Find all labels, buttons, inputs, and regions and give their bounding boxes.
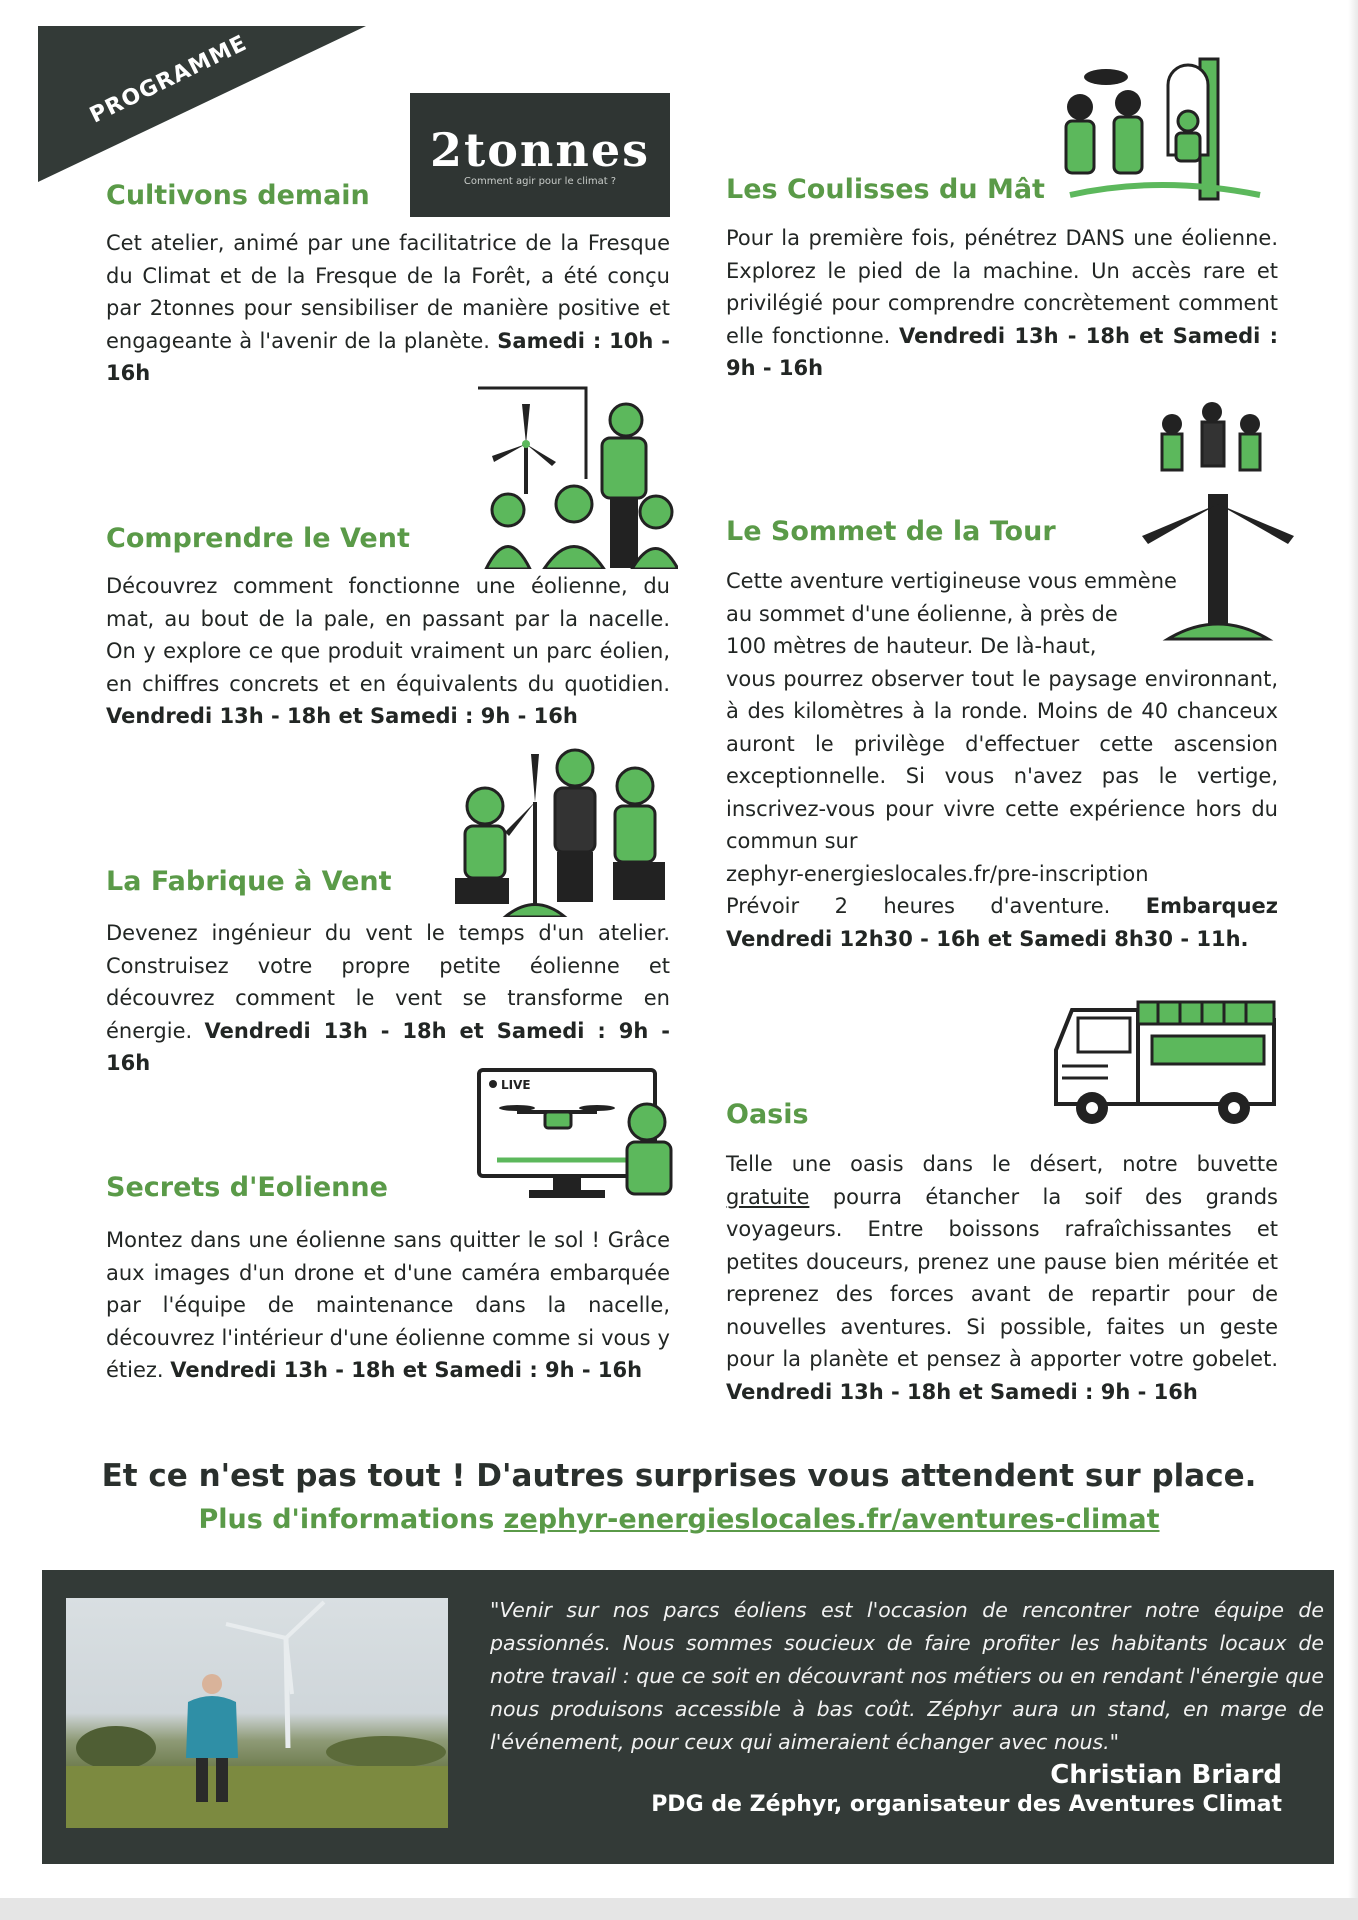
section-title-secrets: Secrets d'Eolienne	[106, 1172, 388, 1203]
building-turbine-illustration	[445, 742, 675, 917]
info-prefix: Plus d'informations	[198, 1504, 495, 1535]
section-title-coulisses: Les Coulisses du Mât	[726, 174, 1045, 205]
schedule: Vendredi 13h - 18h et Samedi : 9h - 16h	[726, 1379, 1198, 1404]
duration-line	[726, 890, 1278, 923]
programme-label: PROGRAMME	[86, 30, 252, 129]
section-title-comprendre: Comprendre le Vent	[106, 523, 410, 554]
text-body: Cet atelier, animé par une facilitatrice de la Fresque du Climat et de la Fresque de la Forêt, a été conçu par 2tonnes pour sensibiliser de manière positive et engageante à l'avenir de la planète.	[106, 231, 670, 353]
2tonnes-logo	[410, 93, 670, 217]
schedule: Vendredi 12h30 - 16h et Samedi 8h30 - 11h.	[726, 926, 1249, 951]
info-line	[0, 1504, 1358, 1535]
closing-headline: Et ce n'est pas tout ! D'autres surprises vous attendent sur place.	[101, 1458, 1257, 1494]
pre-inscription-link[interactable]: zephyr-energieslocales.fr/pre-inscription	[726, 861, 1149, 886]
ceo-photo	[66, 1598, 448, 1828]
text-body: Devenez ingénieur du vent le temps d'un atelier. Construisez votre propre petite éolienne et découvrez comment le vent se transforme en énergie.	[106, 921, 670, 1043]
schedule: Samedi : 10h - 16h	[106, 328, 670, 385]
quote-text: "Venir sur nos parcs éoliens est l'occasion de rencontrer notre équipe de passionnés. Nous sommes soucieux de faire profiter les habitants locaux de notre travail : que ce soit en découvrant nos métiers ou en rendant l'énergie que nous produisons accessible à bas coût. Zéphyr aura un stand, en marge de l'événement, pour ceux qui aimeraient échanger avec nous."	[490, 1598, 1324, 1754]
free-word: gratuite	[726, 1184, 810, 1209]
door-turbine-illustration	[1050, 55, 1280, 210]
live-badge: LIVE	[501, 1078, 531, 1092]
text-body-wrap	[726, 663, 1278, 858]
schedule: Vendredi 13h - 18h et Samedi : 9h - 16h	[106, 704, 578, 728]
section-text-comprendre	[106, 570, 670, 733]
drone-screen-illustration	[477, 1068, 682, 1208]
workshop-illustration	[478, 384, 678, 569]
schedule: Vendredi 13h - 18h et Samedi : 9h - 16h	[170, 1358, 643, 1382]
bottom-scan-strip	[0, 1898, 1358, 1920]
text-body: pourra étancher la soif des grands voyageurs. Entre boissons rafraîchissantes et petites douceurs, prenez une pause bien méritée et reprenez des forces avant de repartir pour de nouvelles aventures. Si possible, faites un geste pour la planète et pensez à apporter votre gobelet.	[726, 1184, 1278, 1371]
duration-text: Prévoir 2 heures d'aventure.	[726, 894, 1111, 918]
section-title-fabrique: La Fabrique à Vent	[106, 866, 392, 897]
section-text-fabrique	[106, 917, 670, 1080]
food-truck-illustration	[1048, 996, 1278, 1132]
embark-text: Embarquez	[1145, 894, 1278, 918]
logo-tagline: Comment agir pour le climat ?	[463, 176, 617, 187]
quote-author-role: PDG de Zéphyr, organisateur des Aventures Climat	[651, 1792, 1282, 1817]
logo-word: 2tonnes	[430, 123, 650, 177]
section-text-sommet	[726, 565, 1278, 955]
section-title-sommet: Le Sommet de la Tour	[726, 516, 1056, 547]
text-body: Découvrez comment fonctionne une éolienne, du mat, au bout de la pale, en passant par la nacelle. On y explore ce que produit vraiment un parc éolien, en chiffres concrets et en équivalents du quotidien.	[106, 574, 670, 696]
section-text-coulisses	[726, 222, 1278, 385]
text-body: Montez dans une éolienne sans quitter le sol ! Grâce aux images d'un drone et d'une caméra embarquée par l'équipe de maintenance dans la nacelle, découvrez l'intérieur d'une éolienne comme si vous y étiez.	[106, 1228, 670, 1382]
text-line: 100 mètres de hauteur. De là-haut,	[726, 634, 1097, 658]
scan-edge	[1348, 0, 1358, 1920]
text-line: au sommet d'une éolienne, à près de	[726, 601, 1118, 626]
text-body: vous pourrez observer tout le paysage environnant, à des kilomètres à la ronde. Moins de 40 chanceux auront le privilège d'effectuer cette ascension exceptionnelle. Si vous n'avez pas le vertige, inscrivez-vous pour vivre cette expérience hors du commun sur	[726, 666, 1278, 853]
schedule: Vendredi 13h - 18h et Samedi : 9h - 16h	[106, 1018, 670, 1075]
section-text-cultivons	[106, 227, 670, 390]
section-title-oasis: Oasis	[726, 1099, 809, 1130]
text-line: Cette aventure vertigineuse vous emmène	[726, 569, 1177, 593]
quote-box	[42, 1570, 1334, 1864]
info-link[interactable]: zephyr-energieslocales.fr/aventures-climat	[503, 1504, 1160, 1535]
section-text-oasis	[726, 1148, 1278, 1408]
quote-author-name: Christian Briard	[1050, 1760, 1282, 1790]
section-text-secrets	[106, 1224, 670, 1387]
section-title-cultivons: Cultivons demain	[106, 180, 370, 211]
schedule: Vendredi 13h - 18h et Samedi : 9h - 16h	[726, 323, 1278, 380]
text-body: Pour la première fois, pénétrez DANS une éolienne. Explorez le pied de la machine. Un accès rare et privilégié pour comprendre concrètement comment elle fonctionne.	[726, 226, 1278, 348]
text-body: Telle une oasis dans le désert, notre buvette	[726, 1152, 1278, 1176]
